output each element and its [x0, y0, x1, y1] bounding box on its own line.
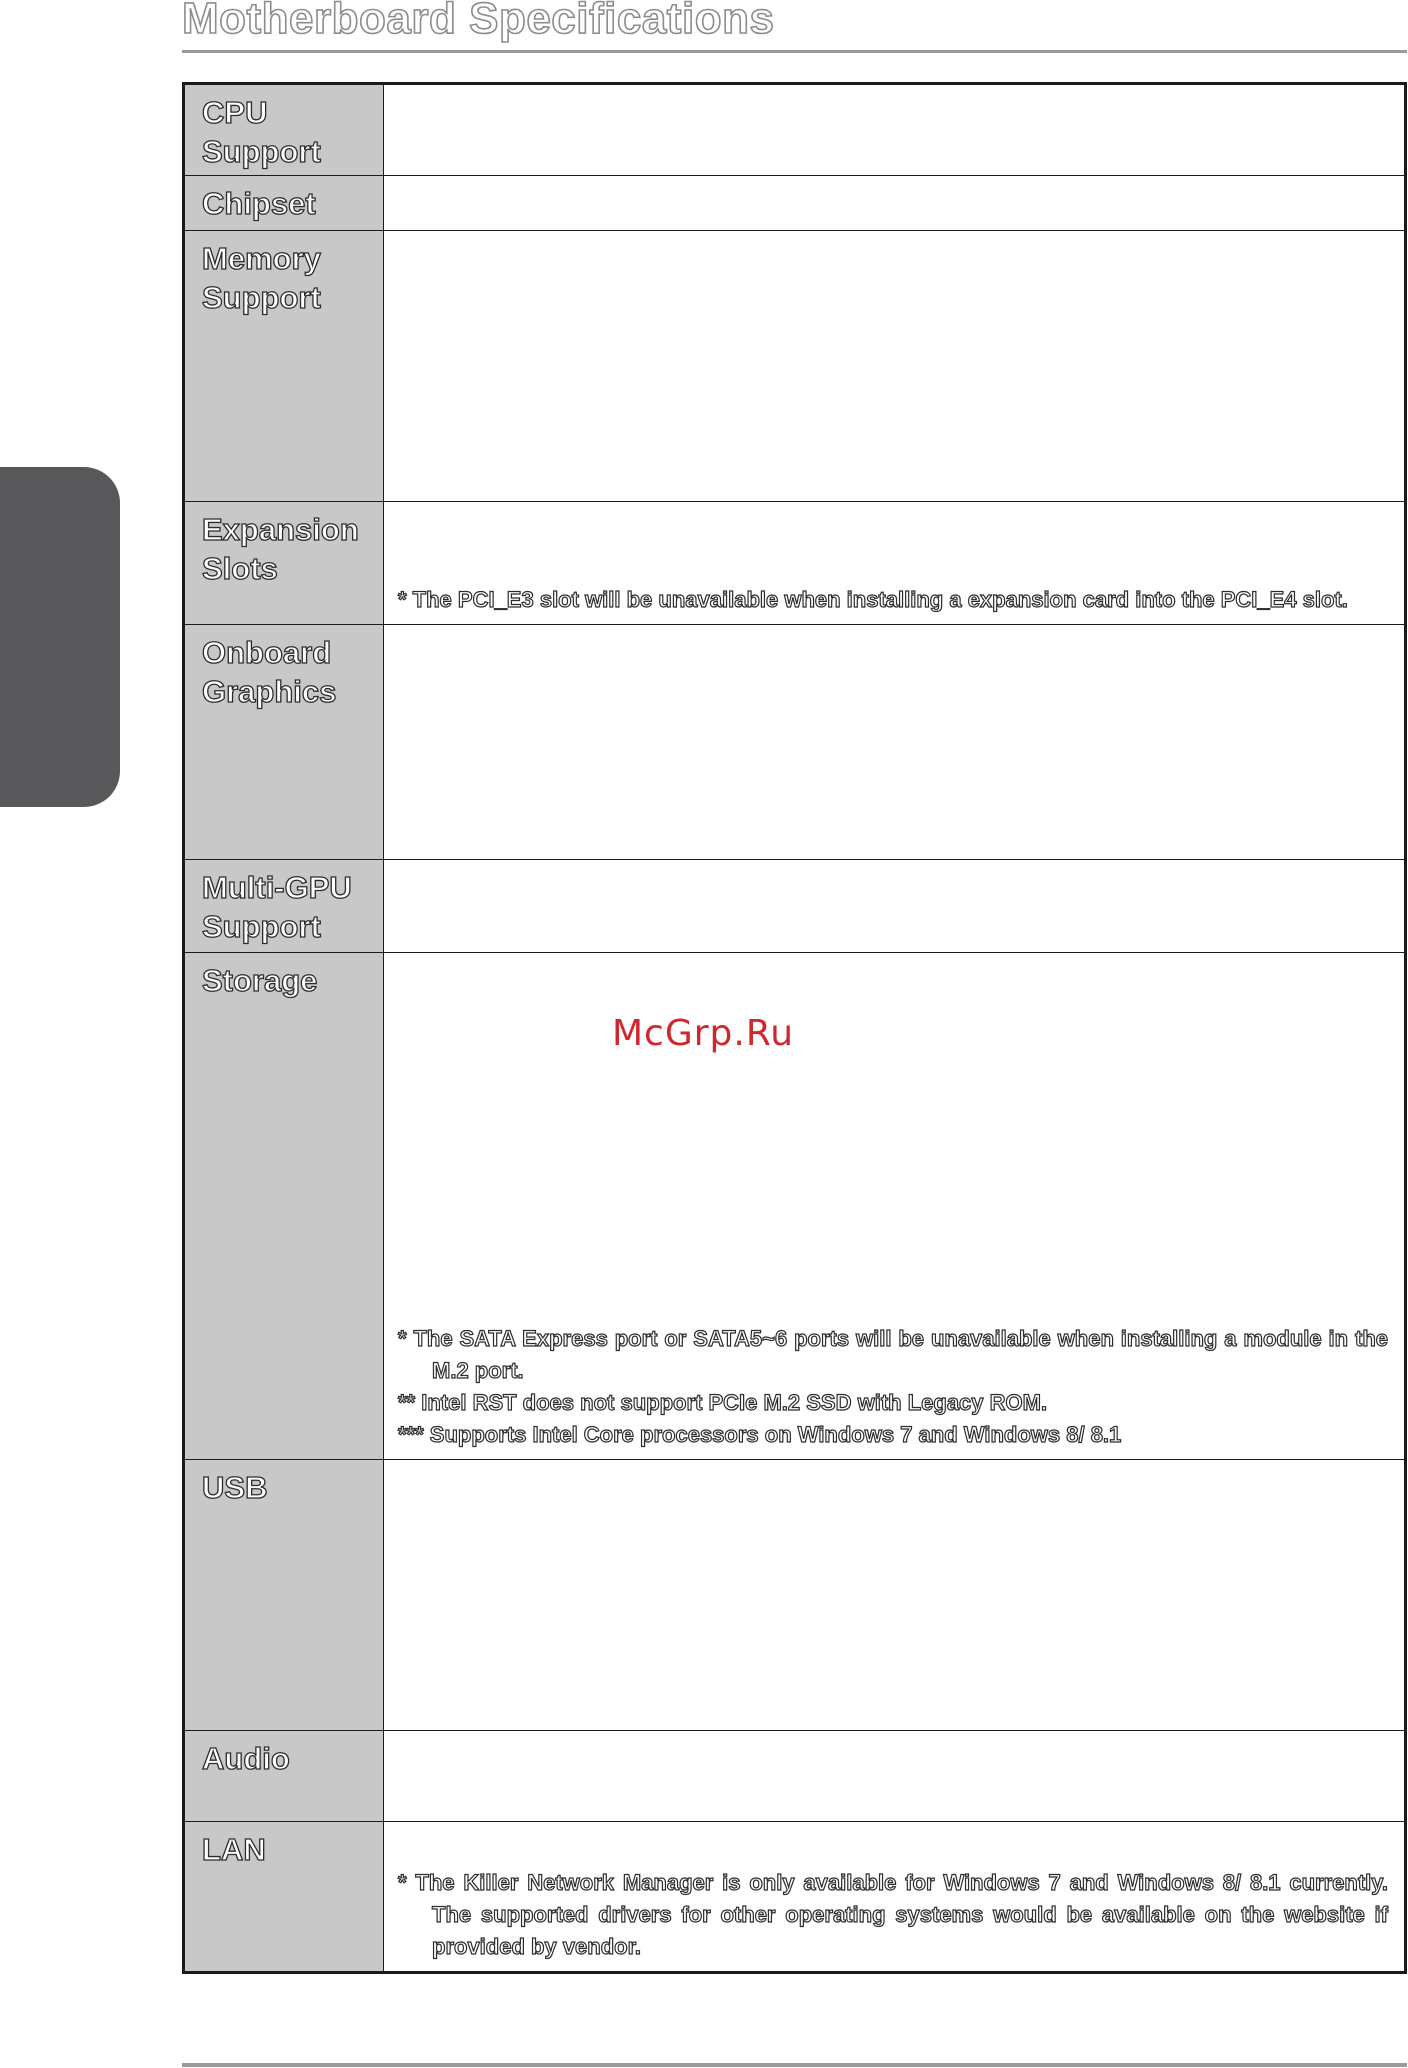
- spec-value-cell: [384, 1460, 1406, 1731]
- spec-row-memory-support: [184, 231, 1406, 502]
- spec-row-usb: [184, 1460, 1406, 1731]
- spec-label: CPU Support: [202, 95, 321, 169]
- spec-label: Audio: [202, 1741, 290, 1776]
- spec-label-cell: [184, 1460, 384, 1731]
- footnote: *** Supports Intel Core processors on Windows 7 and Windows 8/ 8.1: [398, 1422, 1122, 1447]
- chapter-side-tab: [0, 467, 120, 807]
- spec-row-storage: [184, 953, 1406, 1460]
- spec-row-audio: [184, 1731, 1406, 1822]
- spec-value-cell: [384, 502, 1406, 625]
- spec-row-chipset: [184, 176, 1406, 231]
- spec-label: Onboard Graphics: [202, 635, 337, 709]
- spec-value-cell: [384, 860, 1406, 953]
- spec-label: Storage: [202, 963, 318, 998]
- spec-row-multi-gpu-support: [184, 860, 1406, 953]
- footnote: * The PCI_E3 slot will be unavailable when installing a expansion card into the PCI_E4 slot.: [398, 587, 1348, 612]
- spec-label: Memory Support: [202, 241, 321, 315]
- spec-label-cell: [184, 860, 384, 953]
- spec-label-cell: [184, 1731, 384, 1822]
- spec-label-cell: [184, 231, 384, 502]
- spec-label-cell: [184, 176, 384, 231]
- footer-divider: [182, 2063, 1407, 2067]
- footnote-group: [398, 584, 1388, 616]
- spec-label-cell: [184, 1822, 384, 1973]
- spec-label: Expansion Slots: [202, 512, 359, 586]
- spec-label-cell: [184, 502, 384, 625]
- footnote-group: [398, 1867, 1388, 1963]
- spec-label-cell: [184, 625, 384, 860]
- spec-label: Multi-GPU Support: [202, 870, 352, 944]
- spec-label-cell: [184, 84, 384, 176]
- spec-row-expansion-slots: [184, 502, 1406, 625]
- spec-value-cell: [384, 231, 1406, 502]
- specifications-table: [182, 82, 1407, 1974]
- footnote-group: [398, 1323, 1388, 1451]
- page-title: Motherboard Specifications: [182, 0, 775, 43]
- title-divider: [182, 50, 1407, 53]
- spec-row-cpu-support: [184, 84, 1406, 176]
- spec-value-cell: [384, 625, 1406, 860]
- footnote: * The Killer Network Manager is only available for Windows 7 and Windows 8/ 8.1 currently. The supported drivers for other operating systems would be available on the website if provided by vendor.: [398, 1870, 1388, 1959]
- spec-value-cell: [384, 1822, 1406, 1973]
- watermark-text: McGrp.Ru: [612, 1013, 795, 1054]
- spec-label: USB: [202, 1470, 268, 1505]
- spec-label: Chipset: [202, 186, 316, 221]
- spec-value-cell: [384, 1731, 1406, 1822]
- footnote: * The SATA Express port or SATA5~6 ports will be unavailable when installing a module in the M.2 port.: [398, 1326, 1388, 1383]
- spec-row-onboard-graphics: [184, 625, 1406, 860]
- spec-value-cell: [384, 953, 1406, 1460]
- spec-label: LAN: [202, 1832, 266, 1867]
- footnote: ** Intel RST does not support PCIe M.2 SSD with Legacy ROM.: [398, 1390, 1048, 1415]
- spec-value-cell: [384, 84, 1406, 176]
- spec-row-lan: [184, 1822, 1406, 1973]
- spec-value-cell: [384, 176, 1406, 231]
- spec-label-cell: [184, 953, 384, 1460]
